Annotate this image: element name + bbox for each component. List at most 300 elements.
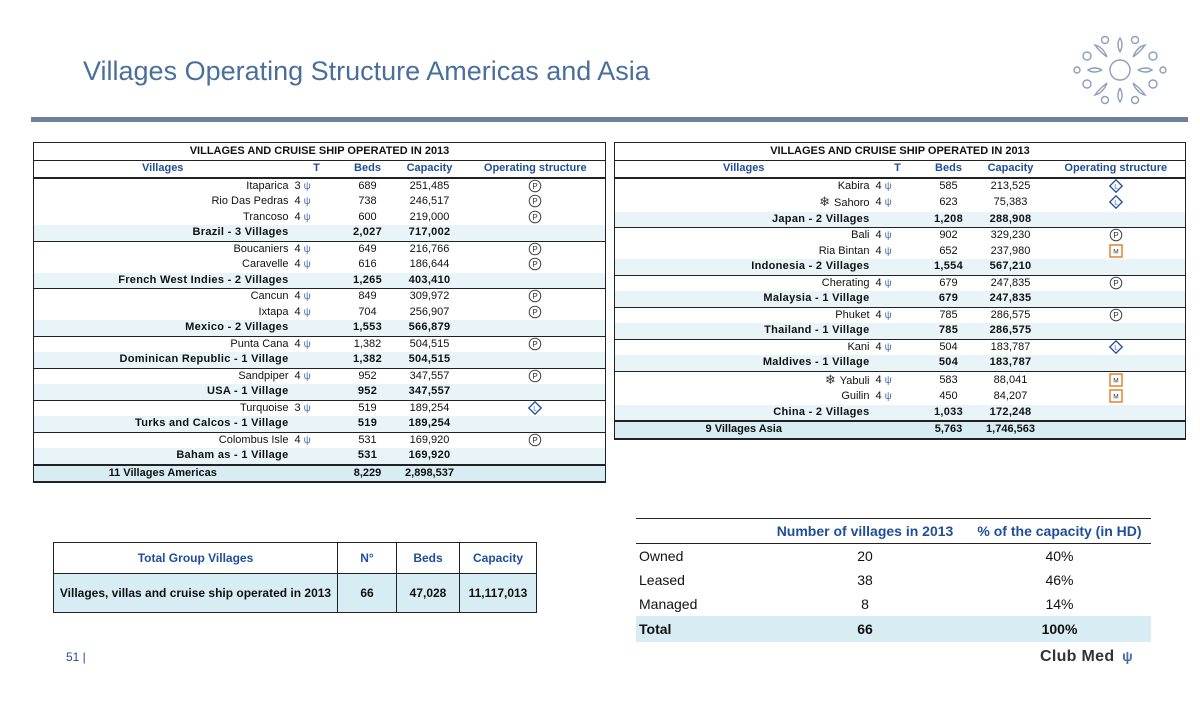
svg-text:P: P: [532, 307, 538, 317]
village-name-text: China - 2 Villages: [773, 405, 870, 418]
subtotal-row: [615, 405, 1186, 422]
operating-structure: [466, 320, 606, 336]
village-name: [615, 323, 873, 339]
operating-structure: [1047, 323, 1186, 339]
category-t: [292, 178, 342, 195]
table-row: [34, 178, 606, 195]
beds-value: 649: [342, 241, 394, 257]
village-name-text: Japan - 2 Villages: [771, 212, 870, 225]
beds-value: 5,763: [923, 421, 975, 439]
operating-structure: [1047, 421, 1186, 439]
capacity-value: 186,644: [409, 258, 450, 270]
village-name-text: Sandpiper: [238, 369, 289, 382]
table-row: [615, 307, 1186, 323]
operating-structure: [1047, 291, 1186, 307]
trident-count: 4: [294, 369, 301, 382]
village-name: [34, 416, 292, 432]
operating-structure: [466, 210, 606, 226]
owned-p-icon: [1109, 308, 1123, 322]
operating-structure: [1047, 259, 1186, 275]
village-name-text: USA - 1 Village: [206, 385, 289, 397]
beds-value: 600: [358, 210, 377, 223]
category-t: [873, 244, 923, 260]
trident-icon: ψ: [884, 341, 892, 353]
operating-structure: [466, 225, 606, 241]
capacity-value: 219,000: [409, 210, 450, 223]
category-t: [292, 465, 342, 483]
capacity-value: 288,908: [975, 212, 1047, 228]
col-header-t: T: [292, 161, 342, 178]
trident-icon: ψ: [303, 434, 311, 446]
village-name: [615, 178, 873, 195]
capacity-value: 286,575: [975, 323, 1047, 339]
col-header-capacity: Capacity: [394, 161, 466, 178]
operating-structure: [466, 257, 606, 273]
capacity-value: 183,787: [975, 355, 1047, 371]
village-name-text: Caravelle: [242, 258, 289, 270]
trident-icon: ψ: [884, 245, 892, 257]
col-header-operating-structure: Operating structure: [466, 161, 606, 178]
category-t: [292, 336, 342, 352]
village-name-text: Indonesia - 2 Villages: [751, 260, 870, 272]
category-t: [292, 368, 342, 384]
owned-p-icon: [528, 179, 542, 193]
village-name: [615, 405, 873, 422]
owned-p-icon: [528, 289, 542, 303]
ownership-structure-table: [636, 518, 1151, 642]
operating-structure: [466, 416, 606, 432]
village-name: [615, 421, 873, 439]
village-name-text: Guilin: [841, 390, 870, 402]
trident-icon: ψ: [884, 309, 892, 321]
capacity-value: 84,207: [993, 390, 1028, 402]
village-name-text: Ria Bintan: [818, 244, 870, 257]
col-header-n: N°: [338, 543, 397, 574]
beds-value: 738: [358, 195, 377, 207]
capacity-value: 309,972: [394, 289, 466, 305]
capacity-value: 189,254: [394, 400, 466, 416]
village-name-text: Dominican Republic - 1 Village: [119, 353, 289, 365]
trident-count: 4: [294, 242, 301, 255]
village-name: [615, 275, 873, 291]
table-row: [34, 241, 606, 257]
category-t: [292, 384, 342, 400]
trident-icon: ψ: [884, 180, 892, 192]
trident-icon: ψ: [884, 230, 892, 241]
svg-text:L: L: [1114, 200, 1118, 207]
managed-m-icon: [1109, 244, 1123, 258]
total-group-villages-table: [53, 542, 537, 613]
category-t: [873, 323, 923, 339]
trident-icon: ψ: [303, 196, 311, 207]
managed-m-icon: [1109, 389, 1123, 403]
capacity-value: 1,746,563: [975, 421, 1047, 439]
category-t: [292, 305, 342, 321]
beds-value: 1,382: [342, 336, 394, 352]
beds-value: 704: [358, 305, 377, 318]
trident-icon: ψ: [1122, 648, 1134, 664]
svg-text:L: L: [533, 405, 537, 412]
category-t: [292, 241, 342, 257]
trident-icon: ψ: [884, 277, 892, 289]
capacity-value: 329,230: [975, 228, 1047, 244]
village-name: [34, 400, 292, 416]
trident-count: 4: [294, 210, 301, 223]
total-row: [615, 421, 1186, 439]
operating-structure: [466, 273, 606, 289]
capacity-value: 504,515: [394, 336, 466, 352]
americas-villages-table: [33, 142, 606, 483]
subtotal-row: [615, 323, 1186, 339]
capacity-value: 717,002: [394, 225, 466, 241]
village-name: [615, 212, 873, 228]
operating-structure: [466, 178, 606, 195]
beds-value: 1,554: [923, 259, 975, 275]
capacity-value: 566,879: [394, 320, 466, 336]
beds-value: 679: [923, 275, 975, 291]
trident-count: 4: [294, 433, 301, 446]
beds-value: 1,382: [342, 352, 394, 368]
village-name: [615, 339, 873, 355]
capacity-value: 347,557: [394, 368, 466, 384]
category-t: [873, 178, 923, 195]
col-header-capacity: Capacity: [975, 161, 1047, 178]
operating-structure: [466, 384, 606, 400]
capacity-value: 347,557: [394, 384, 466, 400]
village-name-text: Malaysia - 1 Village: [763, 292, 870, 304]
subtotal-row: [34, 416, 606, 432]
col-header-villages: Villages: [615, 161, 873, 178]
capacity-value: 403,410: [394, 273, 466, 289]
operating-structure: [466, 241, 606, 257]
village-name-text: Ixtapa: [258, 305, 289, 318]
capacity-value: 567,210: [975, 259, 1047, 275]
operating-structure: [1047, 212, 1186, 228]
table-row: [636, 592, 1151, 616]
total-count: 66: [762, 616, 968, 642]
trident-icon: ψ: [303, 306, 311, 318]
operating-structure: [466, 368, 606, 384]
owned-p-icon: [528, 433, 542, 447]
snowflake-icon: ❄: [824, 371, 836, 387]
owned-p-icon: [528, 337, 542, 351]
beds-value: 689: [342, 178, 394, 195]
capacity-value: 169,920: [394, 432, 466, 448]
category-t: [873, 275, 923, 291]
row-pct: 46%: [1045, 572, 1074, 588]
beds-value: 531: [342, 432, 394, 448]
table-row: [34, 432, 606, 448]
village-name: [615, 389, 873, 405]
table-row: [615, 244, 1186, 260]
subtotal-row: [34, 320, 606, 336]
village-name: [615, 259, 873, 275]
trident-count: 3: [294, 179, 301, 192]
operating-structure: [1047, 178, 1186, 195]
table-row: [615, 178, 1186, 195]
village-name-text: 11 Villages Americas: [108, 466, 217, 479]
table-row: [615, 339, 1186, 355]
table-row: [615, 194, 1186, 212]
trident-count: 4: [875, 276, 882, 289]
row-label: Managed: [639, 596, 698, 612]
category-t: [292, 448, 342, 465]
svg-text:P: P: [532, 181, 538, 191]
capacity-value: 172,248: [975, 405, 1047, 422]
category-t: [873, 389, 923, 405]
beds-value: 952: [342, 368, 394, 384]
village-name: [34, 289, 292, 305]
trident-count: 3: [294, 401, 301, 414]
owned-p-icon: [528, 194, 542, 208]
row-label: Owned: [639, 548, 684, 564]
svg-text:P: P: [532, 339, 538, 349]
trident-icon: ψ: [303, 291, 311, 302]
village-name-text: Baham as - 1 Village: [176, 449, 289, 461]
village-name-text: Maldives - 1 Village: [762, 356, 870, 368]
svg-text:P: P: [532, 292, 538, 302]
capacity-value: 237,980: [990, 244, 1031, 257]
village-name-text: Sahoro: [834, 197, 870, 209]
trident-count: 4: [875, 179, 882, 192]
village-name-text: Kani: [847, 340, 870, 353]
category-t: [873, 339, 923, 355]
category-t: [873, 291, 923, 307]
operating-structure: [466, 305, 606, 321]
beds-value: 8,229: [342, 465, 394, 483]
operating-structure: [466, 289, 606, 305]
village-name-text: Cancun: [250, 290, 289, 302]
capacity-value: 183,787: [975, 339, 1047, 355]
village-name-text: French West Indies - 2 Villages: [118, 273, 289, 286]
owned-p-icon: [528, 369, 542, 383]
table-row: [615, 371, 1186, 389]
row-pct: 40%: [1045, 548, 1074, 564]
village-name-text: Punta Cana: [230, 337, 289, 350]
operating-structure: [466, 448, 606, 465]
table-row: [34, 210, 606, 226]
beds-value: 1,033: [923, 405, 975, 422]
capacity-value: 504,515: [394, 352, 466, 368]
capacity-value: 251,485: [394, 178, 466, 195]
category-t: [292, 210, 342, 226]
svg-text:P: P: [532, 244, 538, 254]
svg-text:L: L: [1114, 344, 1118, 351]
trident-icon: ψ: [884, 197, 892, 208]
operating-structure: [1047, 194, 1186, 212]
category-t: [292, 257, 342, 273]
col-header-pct-capacity: % of the capacity (in HD): [968, 519, 1151, 544]
leased-diamond-icon: [1109, 179, 1123, 193]
trident-icon: ψ: [303, 259, 311, 270]
subtotal-row: [34, 352, 606, 368]
category-t: [873, 355, 923, 371]
capacity-value: 216,766: [394, 241, 466, 257]
operating-structure: [466, 465, 606, 483]
svg-text:P: P: [532, 212, 538, 222]
svg-text:P: P: [1113, 278, 1119, 288]
beds-value: 849: [342, 289, 394, 305]
village-name: [34, 465, 292, 483]
table-caption: VILLAGES AND CRUISE SHIP OPERATED IN 2013: [34, 143, 606, 161]
trident-icon: ψ: [884, 374, 892, 386]
table-row: [34, 305, 606, 321]
capacity-value: 286,575: [975, 307, 1047, 323]
beds-value: 785: [923, 307, 975, 323]
svg-text:P: P: [532, 260, 538, 270]
svg-text:P: P: [1113, 310, 1119, 320]
owned-p-icon: [1109, 276, 1123, 290]
owned-p-icon: [528, 257, 542, 271]
total-row: [34, 465, 606, 483]
beds-value: 585: [923, 178, 975, 195]
beds-value: 952: [342, 384, 394, 400]
beds-value: 679: [923, 291, 975, 307]
category-t: [292, 273, 342, 289]
table-row: [636, 544, 1151, 569]
operating-structure: [1047, 339, 1186, 355]
col-header-blank: [636, 519, 762, 544]
subtotal-row: [34, 225, 606, 241]
village-name-text: Rio Das Pedras: [211, 195, 289, 207]
svg-text:M: M: [1113, 393, 1119, 401]
operating-structure: [1047, 371, 1186, 389]
capacity-value: 189,254: [394, 416, 466, 432]
trident-count: 4: [875, 390, 882, 402]
village-name-text: Thailand - 1 Village: [764, 324, 870, 336]
village-name: [615, 355, 873, 371]
village-name: [34, 210, 292, 226]
village-name: [615, 228, 873, 244]
trident-count: 4: [294, 337, 301, 350]
village-name: [34, 257, 292, 273]
row-count: 20: [857, 548, 873, 564]
capacity-value: 247,835: [975, 275, 1047, 291]
owned-p-icon: [1109, 228, 1123, 242]
svg-text:L: L: [1114, 183, 1118, 190]
row-count: 8: [861, 596, 869, 612]
village-name-text: Itaparica: [246, 179, 289, 192]
village-name: [34, 194, 292, 210]
managed-m-icon: [1109, 373, 1123, 387]
table-row: [615, 228, 1186, 244]
total-group-capacity: 11,117,013: [460, 574, 537, 613]
row-count: 38: [857, 572, 873, 588]
beds-value: 531: [342, 448, 394, 465]
col-header-operating-structure: Operating structure: [1047, 161, 1186, 178]
svg-text:P: P: [1113, 231, 1119, 241]
row-pct: 14%: [1045, 596, 1074, 612]
table-row: [34, 400, 606, 416]
total-group-n: 66: [338, 574, 397, 613]
leased-diamond-icon: [1109, 340, 1123, 354]
trident-count: 4: [875, 244, 882, 257]
operating-structure: [1047, 307, 1186, 323]
operating-structure: [466, 352, 606, 368]
brand-logo: [1040, 648, 1133, 666]
beds-value: 623: [939, 196, 958, 208]
beds-value: 1,553: [342, 320, 394, 336]
subtotal-row: [34, 384, 606, 400]
col-header-t: T: [873, 161, 923, 178]
beds-value: 519: [342, 400, 394, 416]
operating-structure: [1047, 389, 1186, 405]
category-t: [873, 212, 923, 228]
village-name: [615, 307, 873, 323]
beds-value: 504: [923, 339, 975, 355]
subtotal-row: [34, 448, 606, 465]
row-label: Leased: [639, 572, 685, 588]
col-header-total-group: Total Group Villages: [54, 543, 338, 574]
village-name-text: Turks and Calcos - 1 Village: [135, 417, 289, 429]
village-name-text: Yabuli: [839, 374, 870, 387]
trident-count: 4: [875, 308, 882, 321]
table-row: [34, 336, 606, 352]
trident-count: 4: [294, 258, 301, 270]
col-header-beds: Beds: [397, 543, 460, 574]
trident-count: 4: [875, 340, 882, 353]
operating-structure: [466, 194, 606, 210]
trident-count: 4: [294, 290, 301, 302]
table-row: [34, 257, 606, 273]
capacity-value: 75,383: [993, 196, 1028, 208]
category-t: [292, 432, 342, 448]
col-header-beds: Beds: [923, 161, 975, 178]
subtotal-row: [615, 355, 1186, 371]
village-name-text: Mexico - 2 Villages: [185, 321, 289, 333]
col-header-villages: Villages: [34, 161, 292, 178]
village-name: [615, 244, 873, 260]
village-name: [34, 448, 292, 465]
total-label: Total: [636, 616, 762, 642]
total-group-label: Villages, villas and cruise ship operated in 2013: [54, 574, 338, 613]
svg-text:P: P: [532, 371, 538, 381]
category-t: [873, 194, 923, 212]
capacity-value: 88,041: [975, 371, 1047, 389]
operating-structure: [1047, 355, 1186, 371]
trident-icon: ψ: [303, 180, 311, 192]
beds-value: 583: [923, 371, 975, 389]
table-row: [615, 275, 1186, 291]
svg-text:P: P: [532, 435, 538, 445]
village-name-text: Cherating: [821, 276, 870, 289]
beds-value: 519: [342, 416, 394, 432]
village-name: [34, 225, 292, 241]
subtotal-row: [615, 259, 1186, 275]
table-row: [636, 568, 1151, 592]
svg-text:M: M: [1113, 377, 1119, 385]
village-name-text: Colombus Isle: [218, 433, 289, 446]
capacity-value: 169,920: [394, 448, 466, 465]
category-t: [292, 289, 342, 305]
beds-value: 1,265: [342, 273, 394, 289]
category-t: [873, 421, 923, 439]
col-header-number-of-villages: Number of villages in 2013: [762, 519, 968, 544]
trident-count: 4: [875, 229, 882, 241]
village-name: [615, 291, 873, 307]
beds-value: 2,027: [342, 225, 394, 241]
category-t: [292, 400, 342, 416]
capacity-value: 256,907: [409, 305, 450, 318]
village-name: [34, 241, 292, 257]
category-t: [873, 371, 923, 389]
subtotal-row: [34, 273, 606, 289]
village-name-text: Turquoise: [239, 401, 289, 414]
capacity-value: 2,898,537: [394, 465, 466, 483]
category-t: [292, 320, 342, 336]
leased-diamond-icon: [528, 401, 542, 415]
owned-p-icon: [528, 210, 542, 224]
